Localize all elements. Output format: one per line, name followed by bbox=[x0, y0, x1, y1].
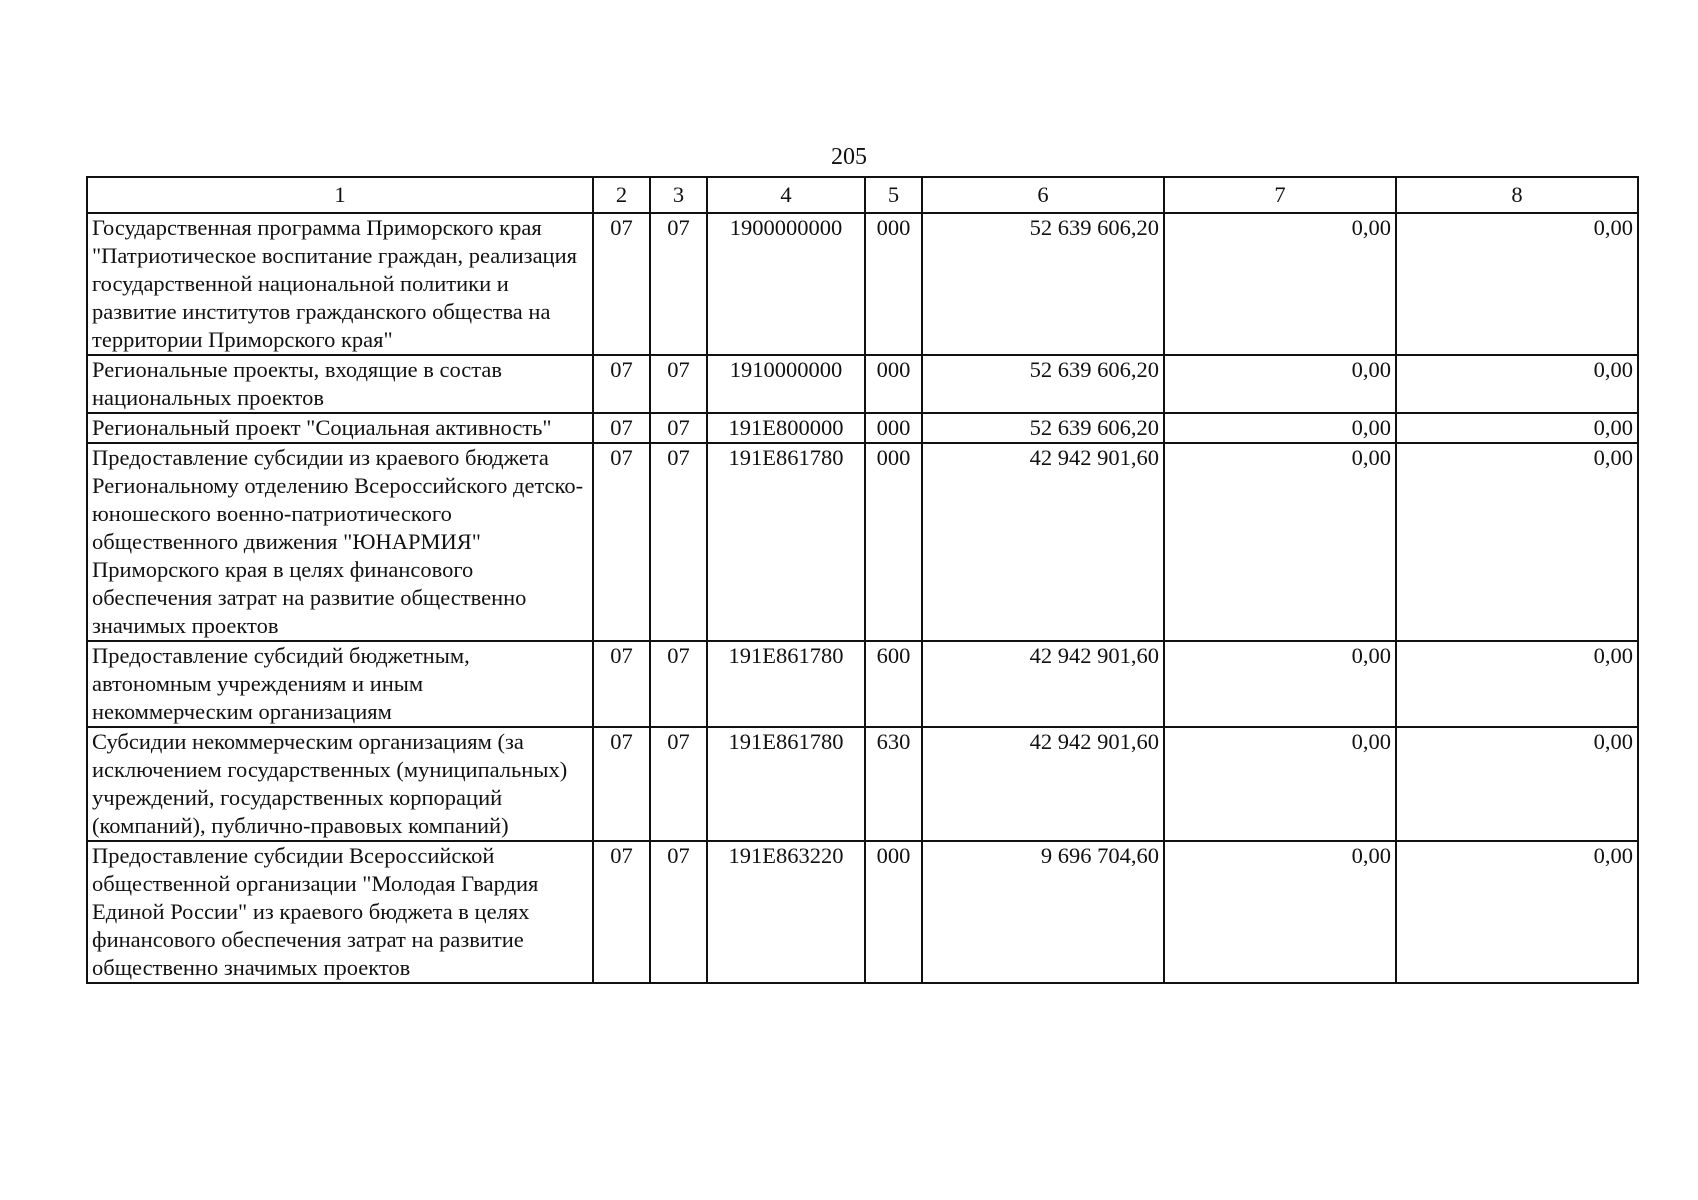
row-target-code: 1900000000 bbox=[707, 213, 865, 355]
row-expense-type: 600 bbox=[865, 641, 922, 727]
table-body bbox=[87, 213, 1638, 983]
row-section: 07 bbox=[593, 443, 650, 641]
row-amount-6: 9 696 704,60 bbox=[922, 841, 1164, 983]
row-amount-6: 42 942 901,60 bbox=[922, 641, 1164, 727]
row-subsection: 07 bbox=[650, 841, 707, 983]
row-expense-type: 000 bbox=[865, 413, 922, 443]
row-expense-type: 630 bbox=[865, 727, 922, 841]
row-section: 07 bbox=[593, 413, 650, 443]
table-row bbox=[87, 727, 1638, 841]
row-amount-8: 0,00 bbox=[1396, 355, 1638, 413]
row-amount-6: 52 639 606,20 bbox=[922, 213, 1164, 355]
row-name: Государственная программа Приморского края "Патриотическое воспитание граждан, реализация государственной национальной политики и развитие институтов гражданского общества на территории Приморского края" bbox=[87, 213, 593, 355]
header-col-6: 6 bbox=[922, 177, 1164, 213]
row-amount-7: 0,00 bbox=[1164, 443, 1396, 641]
row-expense-type: 000 bbox=[865, 355, 922, 413]
row-name: Субсидии некоммерческим организациям (за исключением государственных (муниципальных) учреждений, государственных корпораций (компаний), публично-правовых компаний) bbox=[87, 727, 593, 841]
header-col-3: 3 bbox=[650, 177, 707, 213]
row-section: 07 bbox=[593, 841, 650, 983]
row-target-code: 1910000000 bbox=[707, 355, 865, 413]
table-row bbox=[87, 413, 1638, 443]
row-subsection: 07 bbox=[650, 727, 707, 841]
row-amount-6: 52 639 606,20 bbox=[922, 355, 1164, 413]
header-col-8: 8 bbox=[1396, 177, 1638, 213]
page-number: 205 bbox=[831, 144, 867, 170]
row-subsection: 07 bbox=[650, 641, 707, 727]
header-col-7: 7 bbox=[1164, 177, 1396, 213]
header-col-2: 2 bbox=[593, 177, 650, 213]
header-col-1: 1 bbox=[87, 177, 593, 213]
row-target-code: 191E863220 bbox=[707, 841, 865, 983]
row-section: 07 bbox=[593, 641, 650, 727]
row-target-code: 191E861780 bbox=[707, 443, 865, 641]
row-target-code: 191E800000 bbox=[707, 413, 865, 443]
row-name: Региональные проекты, входящие в состав национальных проектов bbox=[87, 355, 593, 413]
table-row bbox=[87, 355, 1638, 413]
row-amount-8: 0,00 bbox=[1396, 413, 1638, 443]
row-amount-6: 42 942 901,60 bbox=[922, 443, 1164, 641]
row-amount-6: 52 639 606,20 bbox=[922, 413, 1164, 443]
header-col-4: 4 bbox=[707, 177, 865, 213]
row-subsection: 07 bbox=[650, 213, 707, 355]
table-row bbox=[87, 443, 1638, 641]
row-name: Предоставление субсидии из краевого бюджета Региональному отделению Всероссийского детско-юношеского военно-патриотического общественного движения "ЮНАРМИЯ" Приморского края в целях финансового обеспечения затрат на развитие общественно значимых проектов bbox=[87, 443, 593, 641]
row-amount-8: 0,00 bbox=[1396, 443, 1638, 641]
table-row bbox=[87, 641, 1638, 727]
row-amount-8: 0,00 bbox=[1396, 213, 1638, 355]
row-target-code: 191E861780 bbox=[707, 727, 865, 841]
row-amount-7: 0,00 bbox=[1164, 413, 1396, 443]
row-subsection: 07 bbox=[650, 413, 707, 443]
row-amount-7: 0,00 bbox=[1164, 641, 1396, 727]
row-subsection: 07 bbox=[650, 355, 707, 413]
table-row bbox=[87, 213, 1638, 355]
row-expense-type: 000 bbox=[865, 443, 922, 641]
row-amount-7: 0,00 bbox=[1164, 355, 1396, 413]
header-col-5: 5 bbox=[865, 177, 922, 213]
row-subsection: 07 bbox=[650, 443, 707, 641]
row-name: Региональный проект "Социальная активность" bbox=[87, 413, 593, 443]
row-expense-type: 000 bbox=[865, 213, 922, 355]
row-amount-6: 42 942 901,60 bbox=[922, 727, 1164, 841]
row-amount-7: 0,00 bbox=[1164, 727, 1396, 841]
row-section: 07 bbox=[593, 355, 650, 413]
row-name: Предоставление субсидии Всероссийской общественной организации "Молодая Гвардия Единой России" из краевого бюджета в целях финансового обеспечения затрат на развитие общественно значимых проектов bbox=[87, 841, 593, 983]
row-section: 07 bbox=[593, 727, 650, 841]
row-amount-8: 0,00 bbox=[1396, 727, 1638, 841]
row-amount-8: 0,00 bbox=[1396, 841, 1638, 983]
row-target-code: 191E861780 bbox=[707, 641, 865, 727]
row-amount-8: 0,00 bbox=[1396, 641, 1638, 727]
row-section: 07 bbox=[593, 213, 650, 355]
budget-table bbox=[86, 176, 1639, 984]
row-expense-type: 000 bbox=[865, 841, 922, 983]
row-amount-7: 0,00 bbox=[1164, 841, 1396, 983]
row-amount-7: 0,00 bbox=[1164, 213, 1396, 355]
header-row bbox=[87, 177, 1638, 213]
row-name: Предоставление субсидий бюджетным, автономным учреждениям и иным некоммерческим организациям bbox=[87, 641, 593, 727]
table-header bbox=[87, 177, 1638, 213]
table-row bbox=[87, 841, 1638, 983]
